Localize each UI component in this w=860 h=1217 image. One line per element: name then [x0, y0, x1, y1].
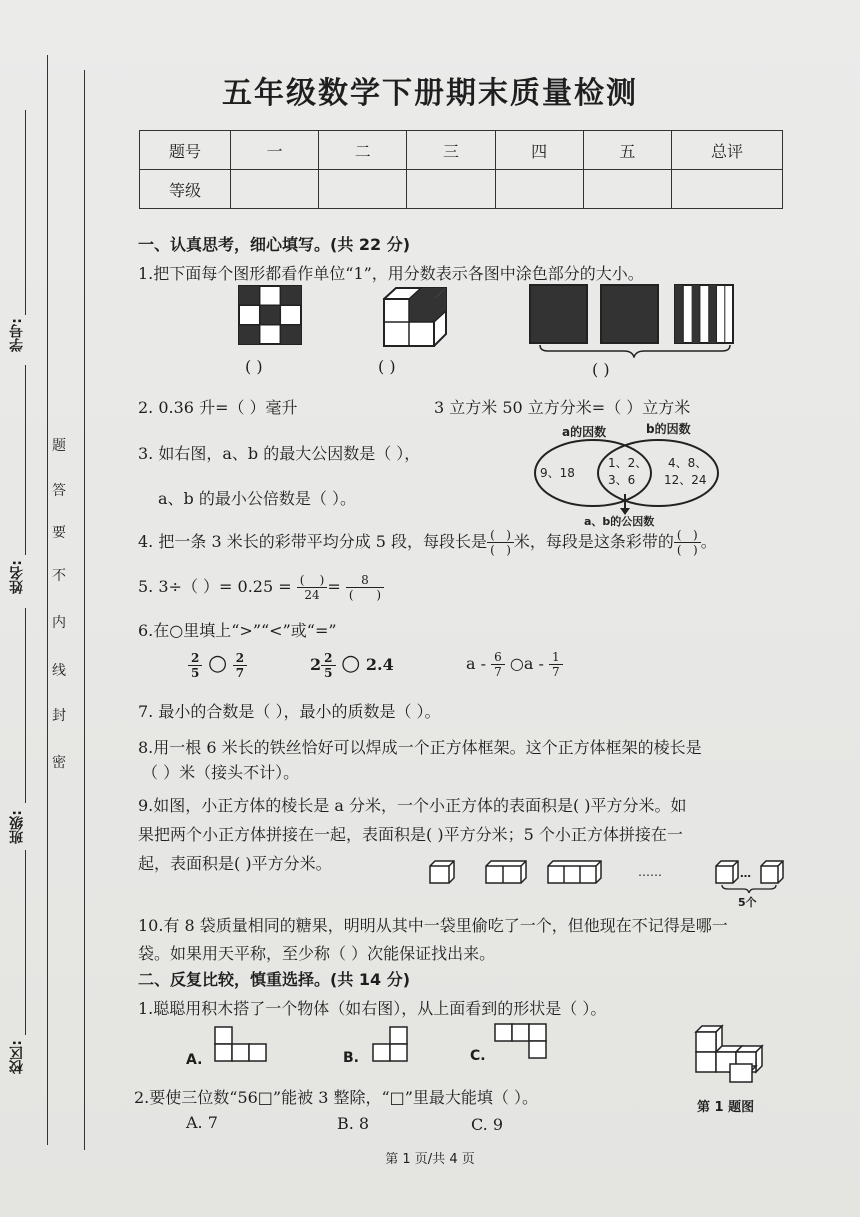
dots-text: …… [638, 865, 662, 879]
seal-char: 答 [52, 483, 66, 499]
question-7-text: 7. 最小的合数是（ ），最小的质数是（ ）。 [138, 702, 441, 721]
question-10b-text: 袋。如果用天平称，至少称（ ）次能保证找出来。 [138, 944, 496, 963]
answer-fraction[interactable]: $\frac{( )}{24}$ [297, 573, 328, 602]
compare-circle[interactable]: ○ [341, 650, 361, 676]
venn-common: 3、6 [608, 473, 636, 487]
seal-char: 不 [52, 568, 66, 584]
section-heading-2: 二、反复比较，慎重选择。(共 14 分) [138, 970, 411, 989]
shaded-cell [260, 305, 281, 324]
venn-common: 1、2、 [608, 456, 648, 470]
shaded-cell [239, 325, 260, 344]
answer-blank[interactable]: ( ) [245, 357, 263, 376]
inner-dots-text: … [740, 867, 751, 880]
shaded-cell [280, 325, 301, 344]
brace [722, 885, 776, 893]
seal-char: 要 [52, 525, 66, 541]
q4-part-a: 4. 把一条 3 米长的彩带平均分成 5 段，每段长是 [138, 532, 488, 551]
seal-char: 封 [52, 708, 66, 724]
venn-label-b: b的因数 [646, 422, 691, 436]
table-cell: 三 [407, 131, 495, 170]
side-label-banji: 班级: [9, 810, 25, 844]
score-table [139, 130, 783, 209]
table-cell: 四 [495, 131, 583, 170]
option-c-figure[interactable] [493, 1022, 549, 1062]
side-label-xingming: 姓名: [9, 560, 25, 594]
grade-cell[interactable] [407, 170, 495, 209]
question-10-text: 10.有 8 袋质量相同的糖果，明明从其中一袋里偷吃了一个，但他现在不记得是哪一 [138, 916, 728, 935]
question-6-text: 6.在○里填上“>”“<”或“=” [138, 621, 337, 640]
venn-b-only: 4、8、 [668, 456, 708, 470]
side-label-xiaoqu: 校区: [9, 1040, 25, 1074]
question-9b-text: 果把两个小正方体拼接在一起，表面积是( )平方分米；5 个小正方体拼接在一 [138, 825, 683, 844]
table-cell: 等级 [140, 170, 231, 209]
compare-circle[interactable]: ○ [207, 650, 228, 676]
option-c-label[interactable]: C. [470, 1048, 486, 1064]
option-b-label[interactable]: B. [343, 1050, 359, 1066]
q4-part-b: 米，每段是这条彩带的 [513, 532, 674, 551]
question-4-text [138, 528, 717, 557]
question-9c-text: 起，表面积是( )平方分米。 [138, 854, 332, 873]
answer-fraction[interactable]: $\frac{( )}{( )}$ [674, 528, 701, 557]
compare-circle-expr[interactable]: ○a - [509, 654, 544, 673]
seal-char: 密 [52, 755, 66, 771]
grade-cell[interactable] [495, 170, 583, 209]
seal-char: 线 [52, 663, 66, 679]
grade-cell[interactable] [583, 170, 671, 209]
page-footer: 第 1 页/共 4 页 [385, 1152, 475, 1167]
question-8b-text: （ ）米（接头不计）。 [142, 763, 300, 782]
block-figure [694, 1022, 768, 1086]
side-label-xuehao: 学号: [9, 318, 25, 352]
q5-part-a: 5. 3÷（ ）= 0.25 = [138, 577, 292, 596]
grade-cell[interactable] [672, 170, 783, 209]
option-text[interactable]: C. 9 [471, 1115, 504, 1134]
table-cell: 二 [319, 131, 407, 170]
option-text[interactable]: B. 8 [337, 1114, 370, 1133]
question-9-text: 9.如图，小正方体的棱长是 a 分米，一个小正方体的表面积是( )平方分米。如 [138, 796, 687, 815]
section-heading-1: 一、认真思考，细心填写。(共 22 分) [138, 235, 411, 254]
question-s2-1-text: 1.聪聪用积木搭了一个物体（如右图），从上面看到的形状是（ ）。 [138, 999, 607, 1018]
score-table-grade-row [140, 170, 783, 209]
venn-label-a: a的因数 [562, 425, 607, 439]
cubes-figure [426, 856, 796, 896]
score-table-header-row [140, 131, 783, 170]
question-3a-text: 3. 如右图，a、b 的最大公因数是（ ）， [138, 444, 421, 463]
table-cell: 一 [231, 131, 319, 170]
question-8-text: 8.用一根 6 米长的铁丝恰好可以焊成一个正方体框架。这个正方体框架的棱长是 [138, 738, 702, 757]
question-2a-text: 2. 0.36 升=（ ）毫升 [138, 398, 298, 417]
question-2b-text: 3 立方米 50 立方分米=（ ）立方米 [434, 398, 691, 417]
xiaoqu-line [25, 850, 26, 1035]
question-3b-text: a、b 的最小公倍数是（ ）。 [158, 489, 356, 508]
seal-char: 内 [52, 615, 66, 631]
table-cell: 五 [583, 131, 671, 170]
grade-cell[interactable] [231, 170, 319, 209]
compare-item-3: a - $\frac{6}{7}$ ○a - $\frac{1}{7}$ [466, 650, 563, 679]
compare-item-1: $\frac{2}{5}$ ○ $\frac{2}{7}$ [188, 650, 247, 680]
brace [540, 345, 730, 357]
shaded-cell [280, 286, 301, 305]
xuehao-line [25, 110, 26, 315]
option-a-figure[interactable] [213, 1025, 271, 1065]
binding-line-outer [47, 55, 48, 1145]
answer-blank[interactable]: ( ) [378, 357, 396, 376]
question-5-text: 5. 3÷（ ）= 0.25 = $\frac{( )}{24}$ = $\frac{8}{( )}$ [138, 573, 384, 602]
option-text[interactable]: A. 7 [186, 1113, 218, 1132]
xingming-line [25, 365, 26, 555]
option-b-figure[interactable] [371, 1025, 411, 1065]
shaded-cell [409, 299, 434, 322]
compare-item-2: 2 $\frac{2}{5}$ ○ 2.4 [310, 650, 394, 680]
binding-line-inner [84, 70, 85, 1150]
grid-figure-1 [238, 285, 302, 345]
answer-fraction[interactable]: $\frac{( )}{( )}$ [487, 528, 514, 557]
venn-common-label: a、b的公因数 [584, 515, 655, 528]
figure-caption: 第 1 题图 [697, 1100, 755, 1115]
grade-cell[interactable] [319, 170, 407, 209]
cube-figure-2 [383, 287, 447, 347]
table-cell: 总评 [672, 131, 783, 170]
venn-diagram [528, 418, 738, 530]
shaded-cell [239, 286, 260, 305]
answer-fraction[interactable]: $\frac{8}{( )}$ [346, 573, 384, 602]
five-cubes-label: 5个 [738, 896, 757, 909]
question-1-text: 1.把下面每个图形都看作单位“1”，用分数表示各图中涂色部分的大小。 [138, 264, 644, 283]
answer-blank[interactable]: ( ) [592, 360, 610, 379]
seal-char: 题 [52, 438, 66, 454]
table-cell: 题号 [140, 131, 231, 170]
squares-figure-3 [528, 283, 738, 358]
venn-b-only: 12、24 [664, 473, 707, 487]
option-a-label[interactable]: A. [186, 1052, 203, 1068]
q4-part-c: 。 [700, 532, 717, 551]
page-title: 五年级数学下册期末质量检测 [222, 76, 638, 111]
question-s2-2-text: 2.要使三位数“56□”能被 3 整除，“□”里最大能填（ ）。 [134, 1088, 539, 1107]
venn-a-only: 9、18 [540, 466, 575, 480]
banji-line [25, 608, 26, 803]
